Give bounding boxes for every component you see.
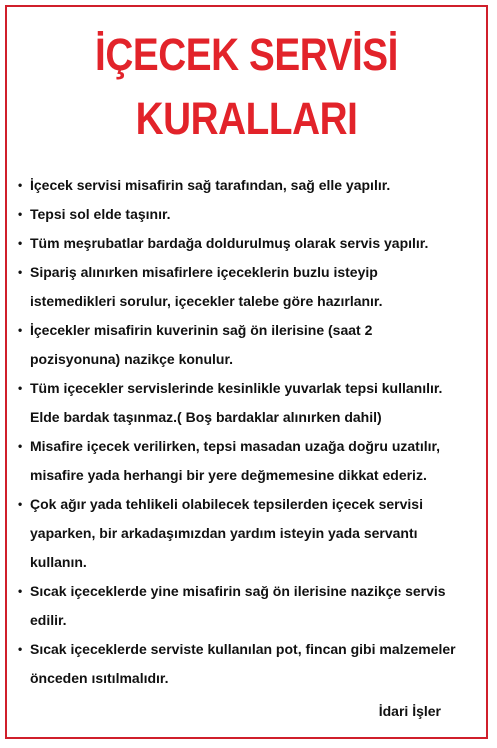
rule-text-line: İçecek servisi misafirin sağ tarafından, sağ elle yapılır. (30, 177, 391, 193)
rule-text-line: Sipariş alınırken misafirlere içeceklerin buzlu isteyip (30, 264, 378, 280)
rule-text-line: Çok ağır yada tehlikeli olabilecek tepsilerden içecek servisi (30, 496, 423, 512)
rule-item (18, 200, 478, 229)
rule-item (18, 577, 478, 635)
bullet-icon: • (18, 439, 23, 453)
rule-text-line: pozisyonuna) nazikçe konulur. (30, 351, 234, 367)
rule-text-line: yaparken, bir arkadaşımızdan yardım isteyin yada servantı (30, 525, 418, 541)
bullet-icon: • (18, 207, 23, 221)
signature: İdari İşler (378, 703, 441, 719)
sign-title-line-1: İÇECEK SERVİSİ (95, 29, 398, 80)
rule-item (18, 258, 478, 316)
bullet-icon: • (18, 236, 23, 250)
bullet-icon: • (18, 381, 23, 395)
bullet-icon: • (18, 584, 23, 598)
rules-list (18, 171, 478, 693)
rule-text-line: Tüm içecekler servislerinde kesinlikle yuvarlak tepsi kullanılır. (30, 380, 443, 396)
bullet-icon: • (18, 178, 23, 192)
bullet-icon: • (18, 265, 23, 279)
rule-text-line: kullanın. (30, 554, 87, 570)
rule-text-line: istemedikleri sorulur, içecekler talebe göre hazırlanır. (30, 293, 383, 309)
rule-text-line: misafire yada herhangi bir yere değmemesine dikkat ederiz. (30, 467, 427, 483)
rule-text-line: edilir. (30, 612, 67, 628)
rule-text-line: önceden ısıtılmalıdır. (30, 670, 169, 686)
rule-item (18, 316, 478, 374)
rule-item (18, 490, 478, 577)
rule-item (18, 229, 478, 258)
rule-text-line: İçecekler misafirin kuverinin sağ ön ilerisine (saat 2 (30, 322, 373, 338)
rule-item (18, 635, 478, 693)
rule-text-line: Sıcak içeceklerde yine misafirin sağ ön ilerisine nazikçe servis (30, 583, 446, 599)
rule-item (18, 374, 478, 432)
rule-text-line: Sıcak içeceklerde serviste kullanılan pot, fincan gibi malzemeler (30, 641, 456, 657)
sign-title-line-2: KURALLARI (135, 93, 358, 144)
rule-text-line: Tüm meşrubatlar bardağa doldurulmuş olarak servis yapılır. (30, 235, 429, 251)
bullet-icon: • (18, 323, 23, 337)
rule-item (18, 432, 478, 490)
bullet-icon: • (18, 642, 23, 656)
rule-item (18, 171, 478, 200)
rule-text-line: Tepsi sol elde taşınır. (30, 206, 171, 222)
rule-text-line: Misafire içecek verilirken, tepsi masadan uzağa doğru uzatılır, (30, 438, 441, 454)
rule-text-line: Elde bardak taşınmaz.( Boş bardaklar alınırken dahil) (30, 409, 382, 425)
bullet-icon: • (18, 497, 23, 511)
